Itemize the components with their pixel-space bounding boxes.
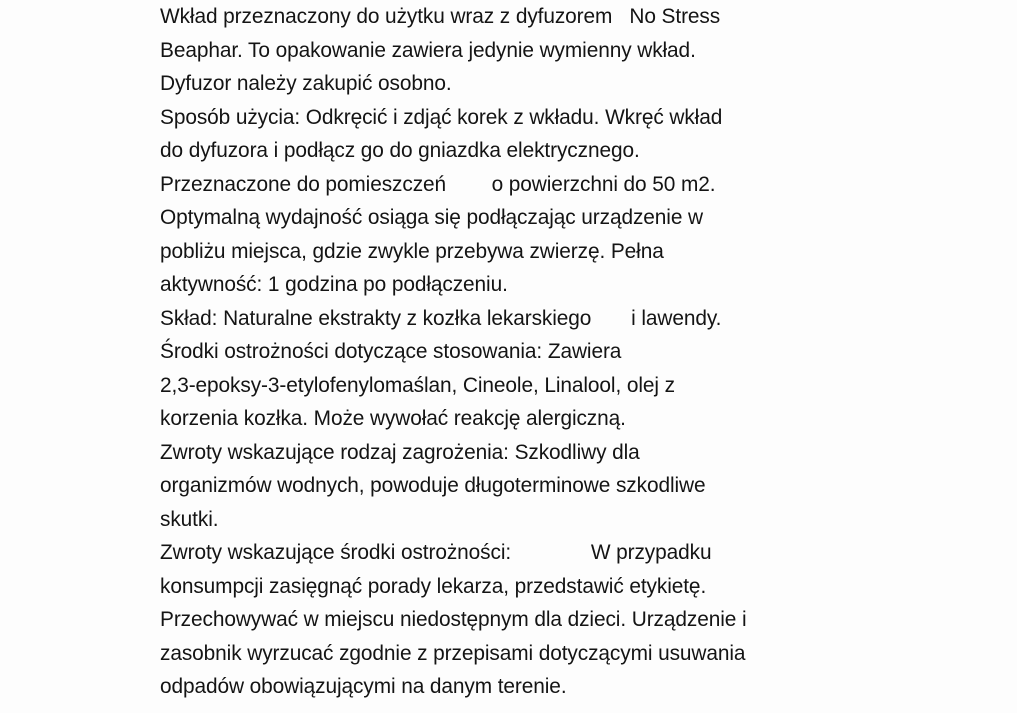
text-line-2: Beaphar. To opakowanie zawiera jedynie wymienny wkład. <box>160 37 696 62</box>
text-line-11: Środki ostrożności dotyczące stosowania: Zawiera <box>160 339 622 363</box>
text-line-10: Skład: Naturalne ekstrakty z kozłka lekarskiego i lawendy. <box>160 305 722 330</box>
text-line-18: konsumpcji zasięgnąć porady lekarza, przedstawić etykietę. <box>160 573 707 598</box>
text-line-9: aktywność: 1 godzina po podłączeniu. <box>160 272 508 296</box>
text-line-13: korzenia kozłka. Może wywołać reakcję alergiczną. <box>160 406 626 430</box>
text-line-12: 2,3-epoksy-3-etylofenylomaślan, Cineole, Linalool, olej z <box>160 372 675 397</box>
text-line-20: zasobnik wyrzucać zgodnie z przepisami dotyczącymi usuwania <box>160 640 746 665</box>
text-line-14: Zwroty wskazujące rodzaj zagrożenia: Szkodliwy dla <box>160 439 640 464</box>
text-line-3: Dyfuzor należy zakupić osobno. <box>160 71 452 95</box>
text-line-19: Przechowywać w miejscu niedostępnym dla dzieci. Urządzenie i <box>160 607 747 631</box>
text-line-21: odpadów obowiązującymi na danym terenie. <box>160 674 567 698</box>
text-line-17: Zwroty wskazujące środki ostrożności: W przypadku <box>160 540 712 564</box>
text-line-16: skutki. <box>160 506 219 531</box>
text-line-1: Wkład przeznaczony do użytku wraz z dyfuzorem No Stress <box>160 4 721 28</box>
text-line-4: Sposób użycia: Odkręcić i zdjąć korek z wkładu. Wkręć wkład <box>160 104 723 129</box>
text-line-8: pobliżu miejsca, gdzie zwykle przebywa zwierzę. Pełna <box>160 238 664 263</box>
label-text-block <box>160 0 860 704</box>
text-line-6: Przeznaczone do pomieszczeń o powierzchni do 50 m2. <box>160 171 716 196</box>
text-line-5: do dyfuzora i podłącz go do gniazdka elektrycznego. <box>160 138 640 162</box>
text-line-7: Optymalną wydajność osiąga się podłączając urządzenie w <box>160 205 703 229</box>
text-line-15: organizmów wodnych, powoduje długoterminowe szkodliwe <box>160 473 706 497</box>
